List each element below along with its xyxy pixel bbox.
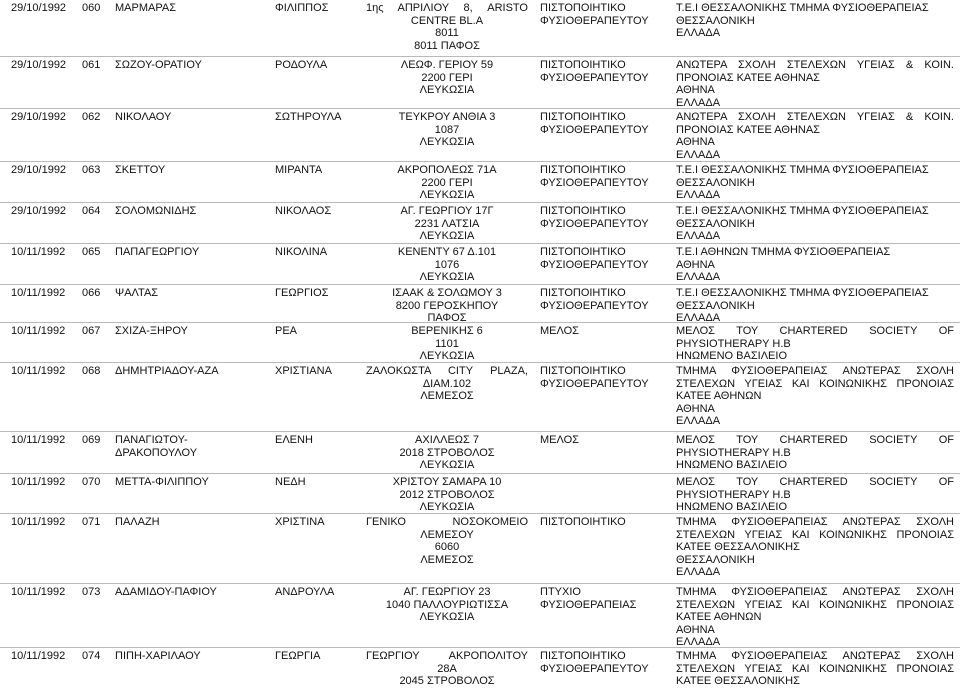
registration-date: 29/10/1992 — [11, 59, 67, 71]
registration-number: 062 — [82, 111, 101, 123]
qualification — [540, 164, 660, 189]
first-name: ΧΡΙΣΤΙΑΝΑ — [275, 365, 332, 377]
institution-line: ΑΘΗΝΑ — [676, 136, 715, 149]
institution-line: ΑΘΗΝΑ — [676, 84, 715, 97]
qualification-line: ΜΕΛΟΣ — [540, 325, 579, 337]
address-line: 8200 ΓΕΡΟΣΚΗΠΟΥ — [395, 299, 499, 312]
qualification — [540, 246, 660, 271]
address-line: ΛΕΥΚΩΣΙΑ — [419, 459, 475, 472]
address-line: 2018 ΣΤΡΟΒΟΛΟΣ — [399, 446, 495, 459]
last-name — [115, 434, 275, 459]
institution — [676, 205, 954, 243]
institution — [676, 111, 954, 161]
institution — [676, 2, 954, 40]
address — [366, 246, 528, 284]
institution — [676, 59, 954, 109]
institution-line: ΚΑΤΕΕ ΑΘΗΝΩΝ — [676, 390, 762, 403]
last-name — [115, 205, 275, 218]
institution-line: ΕΛΛΑΔΑ — [676, 271, 721, 284]
last-name — [115, 2, 275, 15]
address-line: ΛΕΥΚΩΣΙΑ — [419, 189, 475, 202]
registration-number: 073 — [82, 586, 101, 598]
table-row — [0, 0, 960, 56]
last-name — [115, 586, 275, 599]
address-line: ΛΕΥΚΩΣΙΑ — [419, 230, 475, 243]
address — [366, 205, 528, 243]
institution-line: ΑΘΗΝΑ — [676, 258, 715, 271]
address-line: 1040 ΠΑΛΛΟΥΡΙΩΤΙΣΣΑ — [385, 598, 509, 611]
address-line: 2012 ΣΤΡΟΒΟΛΟΣ — [399, 488, 495, 501]
address — [366, 516, 528, 566]
address-line: ΔΙΑΜ.102 — [422, 377, 472, 390]
address-line: ΛΕΜΕΣΟΥ — [420, 528, 474, 541]
qualification-line: ΠΙΣΤΟΠΟΙΗΤΙΚΟ — [540, 164, 626, 176]
address-line: 1076 — [434, 258, 460, 271]
institution-line: ΤΜΗΜΑ ΦΥΣΙΟΘΕΡΑΠΕΙΑΣ ΑΝΩΤΕΡΑΣ ΣΧΟΛΗ — [676, 516, 954, 528]
institution-line: ΚΑΤΕΕ ΑΘΗΝΩΝ — [676, 611, 762, 624]
table-row — [0, 583, 960, 648]
address-line: CENTRE BL.A — [410, 14, 484, 27]
table-row — [0, 243, 960, 285]
address-line: ΒΕΡΕΝΙΚΗΣ 6 — [411, 325, 483, 337]
institution-line: ΕΛΛΑΔΑ — [676, 189, 721, 202]
qualification-line: ΠΙΣΤΟΠΟΙΗΤΙΚΟ — [540, 246, 626, 258]
institution-line: Τ.Ε.Ι ΘΕΣΣΑΛΟΝΙΚΗΣ ΤΜΗΜΑ ΦΥΣΙΟΘΕΡΑΠΕΙΑΣ — [676, 205, 929, 217]
first-name: ΡΟΔΟΥΛΑ — [275, 59, 328, 71]
institution — [676, 650, 954, 688]
address-line: ΙΣΑΑΚ & ΣΟΛΩΜΟΥ 3 — [392, 287, 502, 299]
registration-date: 29/10/1992 — [11, 111, 67, 123]
address — [366, 586, 528, 624]
address-line: ΠΑΦΟΣ — [427, 312, 467, 325]
qualification — [540, 325, 660, 338]
address-line: ΑΓ. ΓΕΩΡΓΙΟΥ 23 — [403, 586, 491, 598]
institution-line: ΕΛΛΑΔΑ — [676, 148, 721, 161]
institution-line: PHYSIOTHERAPY Η.Β — [676, 446, 791, 459]
qualification — [540, 59, 660, 84]
address — [366, 59, 528, 97]
address-line: 2045 ΣΤΡΟΒΟΛΟΣ — [399, 675, 495, 688]
institution — [676, 516, 954, 579]
table-row — [0, 647, 960, 694]
table-row — [0, 161, 960, 203]
address-line: 28Α — [437, 662, 457, 675]
address — [366, 2, 528, 52]
registration-date: 29/10/1992 — [11, 164, 67, 176]
qualification-line: ΦΥΣΙΟΘΕΡΑΠΕΥΤΟΥ — [540, 71, 649, 84]
address — [366, 164, 528, 202]
institution-line: ΠΡΟΝΟΙΑΣ ΚΑΤΕΕ ΑΘΗΝΑΣ — [676, 71, 820, 84]
institution-line: ΗΝΩΜΕΝΟ ΒΑΣΙΛΕΙΟ — [676, 501, 787, 514]
address-line: 8011 ΠΑΦΟΣ — [414, 39, 480, 52]
address — [366, 325, 528, 363]
institution-line: ΘΕΣΣΑΛΟΝΙΚΗ — [676, 14, 755, 27]
institution-line: ΚΑΤΕΕ ΘΕΣΣΑΛΟΝΙΚΗΣ — [676, 675, 800, 688]
registration-date: 10/11/1992 — [11, 650, 66, 662]
institution-line: ΘΕΣΣΑΛΟΝΙΚΗ — [676, 217, 755, 230]
table-row — [0, 431, 960, 474]
qualification-line: ΠΙΣΤΟΠΟΙΗΤΙΚΟ — [540, 516, 626, 528]
institution-line: ΗΝΩΜΕΝΟ ΒΑΣΙΛΕΙΟ — [676, 459, 787, 472]
first-name: ΝΙΚΟΛΑΟΣ — [275, 205, 332, 217]
last-name-line: ΜΕΤΤΑ-ΦΙΛΙΠΠΟΥ — [115, 476, 209, 488]
institution-line: ΤΜΗΜΑ ΦΥΣΙΟΘΕΡΑΠΕΙΑΣ ΑΝΩΤΕΡΑΣ ΣΧΟΛΗ — [676, 365, 954, 377]
last-name — [115, 111, 275, 124]
address-line: 1087 — [434, 123, 460, 136]
institution-line: ΜΕΛΟΣ ΤΟΥ CHARTERED SOCIETY OF — [676, 325, 954, 337]
last-name-line: ΠΑΠΑΓΕΩΡΓΙΟΥ — [115, 246, 200, 258]
institution-line: ΜΕΛΟΣ ΤΟΥ CHARTERED SOCIETY OF — [676, 434, 954, 446]
registration-number: 068 — [82, 365, 101, 377]
institution-line: ΑΘΗΝΑ — [676, 402, 715, 415]
first-name: ΓΕΩΡΓΙΟΣ — [275, 287, 329, 299]
registration-date: 10/11/1992 — [11, 325, 66, 337]
table-row — [0, 108, 960, 162]
qualification-line: ΠΙΣΤΟΠΟΙΗΤΙΚΟ — [540, 287, 626, 299]
registration-date: 29/10/1992 — [11, 2, 67, 14]
institution — [676, 325, 954, 363]
last-name-line: ΣΩΖΟΥ-ΟΡΑΤΙΟΥ — [115, 59, 202, 71]
address-line: 1ης ΑΠΡΙΛΙΟΥ 8, ARISTO — [366, 2, 528, 14]
last-name-line: ΣΟΛΟΜΩΝΙΔΗΣ — [115, 205, 197, 217]
institution-line: ΑΘΗΝΑ — [676, 623, 715, 636]
qualification-line: ΦΥΣΙΟΘΕΡΑΠΕΥΤΟΥ — [540, 299, 649, 312]
address-line: 8011 — [435, 27, 459, 40]
qualification-line: ΠΙΣΤΟΠΟΙΗΤΙΚΟ — [540, 205, 626, 217]
last-name-line: ΣΚΕΤΤΟΥ — [115, 164, 166, 176]
institution-line: PHYSIOTHERAPY Η.Β — [676, 337, 791, 350]
institution-line: ΣΤΕΛΕΧΩΝ ΥΓΕΙΑΣ ΚΑΙ ΚΟΙΝΩΝΙΚΗΣ ΠΡΟΝΟΙΑΣ — [676, 377, 954, 390]
qualification-line: ΠΙΣΤΟΠΟΙΗΤΙΚΟ — [540, 59, 626, 71]
address — [366, 287, 528, 325]
institution — [676, 476, 954, 514]
qualification-line: ΦΥΣΙΟΘΕΡΑΠΕΥΤΟΥ — [540, 377, 649, 390]
institution-line: ΘΕΣΣΑΛΟΝΙΚΗ — [676, 299, 755, 312]
institution-line: ΣΤΕΛΕΧΩΝ ΥΓΕΙΑΣ ΚΑΙ ΚΟΙΝΩΝΙΚΗΣ ΠΡΟΝΟΙΑΣ — [676, 662, 954, 675]
last-name-line: ΑΔΑΜΙΔΟΥ-ΠΑΦΙΟΥ — [115, 586, 217, 598]
last-name — [115, 287, 275, 300]
last-name — [115, 516, 275, 529]
last-name — [115, 325, 275, 338]
address-line: ΛΕΜΕΣΟΣ — [420, 390, 474, 403]
first-name: ΜΙΡΑΝΤΑ — [275, 164, 323, 176]
table-row — [0, 284, 960, 323]
last-name-line: ΣΧΙΖΑ-ΞΗΡΟΥ — [115, 325, 188, 337]
first-name: ΕΛΕΝΗ — [275, 434, 313, 446]
table-row — [0, 56, 960, 109]
qualification — [540, 287, 660, 312]
registration-number: 066 — [82, 287, 101, 299]
registration-number: 063 — [82, 164, 101, 176]
registration-date: 29/10/1992 — [11, 205, 67, 217]
institution-line: ΘΕΣΣΑΛΟΝΙΚΗ — [676, 176, 755, 189]
address-line: ΛΕΩΦ. ΓΕΡΙΟΥ 59 — [400, 59, 494, 71]
institution — [676, 365, 954, 428]
first-name: ΓΕΩΡΓΙΑ — [275, 650, 321, 662]
address — [366, 650, 528, 688]
first-name: ΝΙΚΟΛΙΝΑ — [275, 246, 328, 258]
institution-line: ΕΛΛΑΔΑ — [676, 566, 721, 579]
institution-line: Τ.Ε.Ι ΑΘΗΝΩΝ ΤΜΗΜΑ ΦΥΣΙΟΘΕΡΑΠΕΙΑΣ — [676, 246, 891, 258]
registration-number: 065 — [82, 246, 101, 258]
qualification-line: ΦΥΣΙΟΘΕΡΑΠΕΥΤΟΥ — [540, 258, 649, 271]
address-line: ΛΕΥΚΩΣΙΑ — [419, 136, 475, 149]
first-name: ΝΕΔΗ — [275, 476, 306, 488]
qualification — [540, 2, 660, 27]
last-name — [115, 650, 275, 663]
qualification-line: ΦΥΣΙΟΘΕΡΑΠΕΙΑΣ — [540, 598, 637, 611]
first-name: ΦΙΛΙΠΠΟΣ — [275, 2, 329, 14]
registration-number: 067 — [82, 325, 101, 337]
institution-line: ΜΕΛΟΣ ΤΟΥ CHARTERED SOCIETY OF — [676, 476, 954, 488]
qualification-line: ΠΙΣΤΟΠΟΙΗΤΙΚΟ — [540, 2, 626, 14]
qualification — [540, 586, 660, 611]
address-line: ΛΕΥΚΩΣΙΑ — [419, 350, 475, 363]
registration-date: 10/11/1992 — [11, 287, 66, 299]
address-line: 6060 — [434, 541, 460, 554]
institution — [676, 586, 954, 649]
address-line: ΛΕΥΚΩΣΙΑ — [419, 501, 475, 514]
institution-line: ΕΛΛΑΔΑ — [676, 312, 721, 325]
registration-date: 10/11/1992 — [11, 246, 66, 258]
institution-line: ΑΝΩΤΕΡΑ ΣΧΟΛΗ ΣΤΕΛΕΧΩΝ ΥΓΕΙΑΣ & ΚΟΙΝ. — [676, 111, 954, 123]
last-name-line: ΨΑΛΤΑΣ — [115, 287, 159, 299]
address-line: ΧΡΙΣΤΟΥ ΣΑΜΑΡΑ 10 — [392, 476, 502, 488]
institution-line: ΘΕΣΣΑΛΟΝΙΚΗ — [676, 553, 755, 566]
qualification-line: ΠΤΥΧΙΟ — [540, 586, 581, 598]
qualification-line: ΦΥΣΙΟΘΕΡΑΠΕΥΤΟΥ — [540, 662, 649, 675]
institution-line: ΕΛΛΑΔΑ — [676, 27, 721, 40]
registration-number: 061 — [82, 59, 101, 71]
address-line: ΑΧΙΛΛΕΩΣ 7 — [415, 434, 479, 446]
registration-date: 10/11/1992 — [11, 586, 66, 598]
last-name — [115, 164, 275, 177]
qualification-line: ΦΥΣΙΟΘΕΡΑΠΕΥΤΟΥ — [540, 123, 649, 136]
qualification — [540, 650, 660, 675]
qualification — [540, 365, 660, 390]
address — [366, 365, 528, 403]
qualification — [540, 434, 660, 447]
institution-line: Τ.Ε.Ι ΘΕΣΣΑΛΟΝΙΚΗΣ ΤΜΗΜΑ ΦΥΣΙΟΘΕΡΑΠΕΙΑΣ — [676, 287, 929, 299]
institution-line: Τ.Ε.Ι ΘΕΣΣΑΛΟΝΙΚΗΣ ΤΜΗΜΑ ΦΥΣΙΟΘΕΡΑΠΕΙΑΣ — [676, 2, 929, 14]
institution — [676, 434, 954, 472]
last-name-line: ΠΑΝΑΓΙΩΤΟΥ- — [115, 434, 188, 446]
institution-line: ΕΛΛΑΔΑ — [676, 636, 721, 649]
table-row — [0, 362, 960, 432]
address-line: ΑΚΡΟΠΟΛΕΩΣ 71Α — [397, 164, 497, 176]
qualification — [540, 205, 660, 230]
qualification-line: ΠΙΣΤΟΠΟΙΗΤΙΚΟ — [540, 650, 626, 662]
institution-line: ΚΑΤΕΕ ΘΕΣΣΑΛΟΝΙΚΗΣ — [676, 541, 800, 554]
table-row — [0, 473, 960, 514]
address-line: ΚΕΝΕΝΤΥ 67 Δ.101 — [397, 246, 497, 258]
registration-number: 074 — [82, 650, 101, 662]
institution — [676, 246, 954, 284]
institution-line: ΕΛΛΑΔΑ — [676, 415, 721, 428]
last-name — [115, 59, 275, 72]
address-line: ΛΕΜΕΣΟΣ — [420, 553, 474, 566]
address-line: 2231 ΛΑΤΣΙΑ — [414, 217, 480, 230]
institution-line: ΕΛΛΑΔΑ — [676, 230, 721, 243]
address — [366, 476, 528, 514]
last-name-line: ΜΑΡΜΑΡΑΣ — [115, 2, 176, 14]
institution-line: ΠΡΟΝΟΙΑΣ ΚΑΤΕΕ ΑΘΗΝΑΣ — [676, 123, 820, 136]
address-line: 2200 ΓΕΡΙ — [421, 176, 473, 189]
registration-date: 10/11/1992 — [11, 476, 66, 488]
last-name-line: ΔΡΑΚΟΠΟΥΛΟΥ — [115, 446, 198, 459]
address-line: ΛΕΥΚΩΣΙΑ — [419, 611, 475, 624]
institution — [676, 287, 954, 325]
table-row — [0, 202, 960, 244]
last-name-line: ΠΑΛΑΖΗ — [115, 516, 160, 528]
institution — [676, 164, 954, 202]
qualification — [540, 516, 660, 529]
last-name — [115, 476, 275, 489]
institution-line: ΑΝΩΤΕΡΑ ΣΧΟΛΗ ΣΤΕΛΕΧΩΝ ΥΓΕΙΑΣ & ΚΟΙΝ. — [676, 59, 954, 71]
registration-number: 069 — [82, 434, 101, 446]
institution-line: ΤΜΗΜΑ ΦΥΣΙΟΘΕΡΑΠΕΙΑΣ ΑΝΩΤΕΡΑΣ ΣΧΟΛΗ — [676, 650, 954, 662]
institution-line: ΣΤΕΛΕΧΩΝ ΥΓΕΙΑΣ ΚΑΙ ΚΟΙΝΩΝΙΚΗΣ ΠΡΟΝΟΙΑΣ — [676, 528, 954, 541]
address — [366, 434, 528, 472]
last-name-line: ΔΗΜΗΤΡΙΑΔΟΥ-ΑΖΑ — [115, 365, 219, 377]
institution-line: ΕΛΛΑΔΑ — [676, 96, 721, 109]
institution-line: ΣΤΕΛΕΧΩΝ ΥΓΕΙΑΣ ΚΑΙ ΚΟΙΝΩΝΙΚΗΣ ΠΡΟΝΟΙΑΣ — [676, 598, 954, 611]
first-name: ΡΕΑ — [275, 325, 298, 337]
institution-line: Τ.Ε.Ι ΘΕΣΣΑΛΟΝΙΚΗΣ ΤΜΗΜΑ ΦΥΣΙΟΘΕΡΑΠΕΙΑΣ — [676, 164, 929, 176]
first-name: ΑΝΔΡΟΥΛΑ — [275, 586, 335, 598]
registration-number: 060 — [82, 2, 101, 14]
table-row — [0, 513, 960, 584]
last-name — [115, 246, 275, 259]
last-name-line: ΝΙΚΟΛΑΟΥ — [115, 111, 172, 123]
registration-date: 10/11/1992 — [11, 434, 66, 446]
registration-number: 064 — [82, 205, 101, 217]
qualification-line: ΜΕΛΟΣ — [540, 434, 579, 446]
registration-date: 10/11/1992 — [11, 365, 66, 377]
registration-number: 071 — [82, 516, 101, 528]
qualification-line: ΠΙΣΤΟΠΟΙΗΤΙΚΟ — [540, 111, 626, 123]
table-row — [0, 322, 960, 363]
institution-line: ΤΜΗΜΑ ΦΥΣΙΟΘΕΡΑΠΕΙΑΣ ΑΝΩΤΕΡΑΣ ΣΧΟΛΗ — [676, 586, 954, 598]
institution-line: PHYSIOTHERAPY Η.Β — [676, 488, 791, 501]
registration-number: 070 — [82, 476, 101, 488]
institution-line: ΗΝΩΜΕΝΟ ΒΑΣΙΛΕΙΟ — [676, 350, 787, 363]
last-name-line: ΠΙΠΗ-ΧΑΡΙΛΑΟΥ — [115, 650, 201, 662]
qualification-line: ΦΥΣΙΟΘΕΡΑΠΕΥΤΟΥ — [540, 217, 649, 230]
address — [366, 111, 528, 149]
registration-date: 10/11/1992 — [11, 516, 66, 528]
address-line: ΛΕΥΚΩΣΙΑ — [419, 271, 475, 284]
first-name: ΧΡΙΣΤΙΝΑ — [275, 516, 325, 528]
address-line: 1101 — [435, 337, 459, 350]
address-line: ΖΑΛΟΚΩΣΤΑ CITY PLAZA, — [366, 365, 528, 377]
address-line: ΑΓ. ΓΕΩΡΓΙΟΥ 17Γ — [400, 205, 494, 217]
address-line: ΓΕΝΙΚΟ ΝΟΣΟΚΟΜΕΙΟ — [366, 516, 528, 528]
address-line: 2200 ΓΕΡΙ — [421, 71, 473, 84]
address-line: ΓΕΩΡΓΙΟΥ ΑΚΡΟΠΟΛΙΤΟΥ — [366, 650, 528, 662]
qualification-line: ΦΥΣΙΟΘΕΡΑΠΕΥΤΟΥ — [540, 14, 649, 27]
last-name — [115, 365, 275, 378]
address-line: ΛΕΥΚΩΣΙΑ — [419, 84, 475, 97]
qualification — [540, 111, 660, 136]
address-line: ΤΕΥΚΡΟΥ ΑΝΘΙΑ 3 — [398, 111, 496, 123]
first-name: ΣΩΤΗΡΟΥΛΑ — [275, 111, 342, 123]
qualification-line: ΠΙΣΤΟΠΟΙΗΤΙΚΟ — [540, 365, 626, 377]
qualification-line: ΦΥΣΙΟΘΕΡΑΠΕΥΤΟΥ — [540, 176, 649, 189]
